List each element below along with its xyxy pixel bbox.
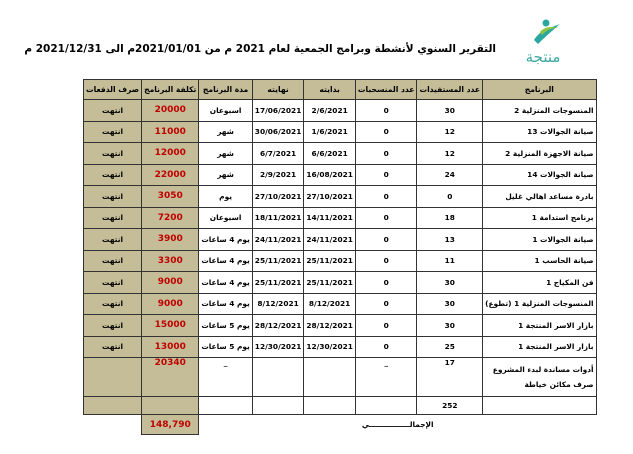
report-title: التقرير السنوي لأنشطة وبرامج الجمعية لعام 2021 م من 2021/01/01م الى 2021/12/31 م [24,43,496,55]
cell-withdrawn: 0 [355,229,417,251]
cell-beneficiaries: 30 [417,293,483,315]
cell-withdrawn: _ [355,358,417,397]
cell-withdrawn: 0 [355,164,417,186]
cell-start: 14/11/2021 [304,207,356,229]
cell-program: صيانة الحاسب 1 [483,250,596,272]
cell-beneficiaries: 11 [417,250,483,272]
cell-beneficiaries: 30 [417,272,483,294]
table-row-beneficiaries-total [84,397,597,415]
programs-table [83,79,597,435]
cell-withdrawn: 0 [355,272,417,294]
cell-start: 8/12/2021 [304,293,356,315]
table-header-row [84,80,597,100]
cell-cost: 3900 [142,229,199,251]
cell-end: 17/06/2021 [252,100,304,122]
cell-beneficiaries: 12 [417,143,483,165]
cell-payment: انتهت [84,229,142,251]
cell-withdrawn: 0 [355,293,417,315]
header-start: بدايته [304,80,356,100]
cell-beneficiaries: 30 [417,100,483,122]
table-row [84,143,597,165]
cell-beneficiaries: 0 [417,186,483,208]
header-withdrawn: عدد المنسحبات [355,80,417,100]
cell-program: بادرة مساعد اهالي غليل [483,186,596,208]
cell-cost: 20000 [142,100,199,122]
beneficiaries-total: 252 [417,397,483,415]
cell-duration: شهر [199,121,252,143]
cell-beneficiaries: 18 [417,207,483,229]
cell-end: 6/7/2021 [252,143,304,165]
cell-duration: اسبوعان [199,207,252,229]
cell-start: 25/11/2021 [304,250,356,272]
cell-withdrawn: 0 [355,186,417,208]
cell-end: 24/11/2021 [252,229,304,251]
cell-program: صيانة الجوالات 1 [483,229,596,251]
cell-withdrawn: 0 [355,336,417,358]
cell-withdrawn: 0 [355,207,417,229]
cell-duration: يوم 5 ساعات [199,336,252,358]
table-row [84,250,597,272]
cell-duration: يوم 4 ساعات [199,250,252,272]
cell-end: 27/10/2021 [252,186,304,208]
table-row [84,121,597,143]
header-program: البرنامج [483,80,596,100]
table-row [84,229,597,251]
table-row [84,293,597,315]
cell-program: صيانة الاجهزة المنزلية 2 [483,143,596,165]
cell-program: المنسوجات المنزلية 1 (تطوع) [483,293,596,315]
cell-payment [84,358,142,397]
cell-cost: 15000 [142,315,199,337]
cell-start: 12/30/2021 [304,336,356,358]
cell-withdrawn: 0 [355,315,417,337]
cell-withdrawn: 0 [355,100,417,122]
cell-end: 30/06/2021 [252,121,304,143]
cell-cost: 9000 [142,272,199,294]
header-beneficiaries: عدد المستفيدات [417,80,483,100]
cell-cost: 9000 [142,293,199,315]
table-row [84,100,597,122]
cell-end: 25/11/2021 [252,250,304,272]
table-row [84,315,597,337]
cell-cost: 22000 [142,164,199,186]
cell-start [304,358,356,397]
cell-start: 28/12/2021 [304,315,356,337]
cell-payment: انتهت [84,100,142,122]
header-cost: تكلفة البرنامج [142,80,199,100]
cell-program: برنامج استدامة 1 [483,207,596,229]
cell-payment: انتهت [84,293,142,315]
cell-start: 6/6/2021 [304,143,356,165]
table-row-grand-total [84,415,597,435]
cell-beneficiaries: 13 [417,229,483,251]
cell-cost: 3300 [142,250,199,272]
cell-beneficiaries: 12 [417,121,483,143]
cell-beneficiaries: 24 [417,164,483,186]
cell-duration: _ [199,358,252,397]
cell-payment: انتهت [84,315,142,337]
header-duration: مدة البرنامج [199,80,252,100]
cell-payment: انتهت [84,207,142,229]
cell-payment: انتهت [84,336,142,358]
cell-end: 25/11/2021 [252,272,304,294]
cell-program: صيانة الجوالات 14 [483,164,596,186]
cell-payment: انتهت [84,186,142,208]
cell-end: 28/12/2021 [252,315,304,337]
cell-start: 2/6/2021 [304,100,356,122]
cell-start: 27/10/2021 [304,186,356,208]
cell-program: بازار الاسر المنتجة 1 [483,336,596,358]
cell-cost: 3050 [142,186,199,208]
cell-start: 16/08/2021 [304,164,356,186]
cell-beneficiaries: 25 [417,336,483,358]
cell-payment: انتهت [84,121,142,143]
cell-cost: 20340 [142,358,199,397]
cell-start: 24/11/2021 [304,229,356,251]
cell-beneficiaries: 17 [417,358,483,397]
cell-withdrawn: 0 [355,121,417,143]
cell-end: 8/12/2021 [252,293,304,315]
cell-duration: شهر [199,143,252,165]
cell-payment: انتهت [84,272,142,294]
cell-withdrawn: 0 [355,143,417,165]
cell-cost: 11000 [142,121,199,143]
cell-duration: اسبوعان [199,100,252,122]
cell-program: أدوات مساندة لبدء المشروع صرف مكائن خياطة [483,358,596,397]
table-row-tools [84,358,597,397]
cell-end: 18/11/2021 [252,207,304,229]
table-row [84,207,597,229]
cell-payment: انتهت [84,250,142,272]
cell-start: 1/6/2021 [304,121,356,143]
cell-duration: يوم 4 ساعات [199,229,252,251]
header-payment: صرف الدفعات [84,80,142,100]
cell-program: صيانة الجوالات 13 [483,121,596,143]
cell-duration: يوم 4 ساعات [199,293,252,315]
cell-withdrawn: 0 [355,250,417,272]
table-row [84,164,597,186]
cell-payment: انتهت [84,143,142,165]
cell-start: 25/11/2021 [304,272,356,294]
cell-program: بازار الاسر المنتجة 1 [483,315,596,337]
table-row [84,272,597,294]
logo-text: منتجة [525,48,561,66]
cell-end: 2/9/2021 [252,164,304,186]
header-end: نهايته [252,80,304,100]
cell-payment: انتهت [84,164,142,186]
table-row [84,336,597,358]
cell-duration: يوم 4 ساعات [199,272,252,294]
table-row [84,186,597,208]
cell-duration: يوم 5 ساعات [199,315,252,337]
cell-beneficiaries: 30 [417,315,483,337]
total-cost: 148,790 [142,415,199,435]
total-label: الإجمالــــــــــــــــي [199,415,596,435]
cell-program: فن المكياج 1 [483,272,596,294]
cell-cost: 12000 [142,143,199,165]
cell-program: المنسوجات المنزلية 2 [483,100,596,122]
cell-end [252,358,304,397]
cell-duration: يوم [199,186,252,208]
cell-end: 12/30/2021 [252,336,304,358]
cell-duration: شهر [199,164,252,186]
cell-cost: 7200 [142,207,199,229]
cell-cost: 13000 [142,336,199,358]
